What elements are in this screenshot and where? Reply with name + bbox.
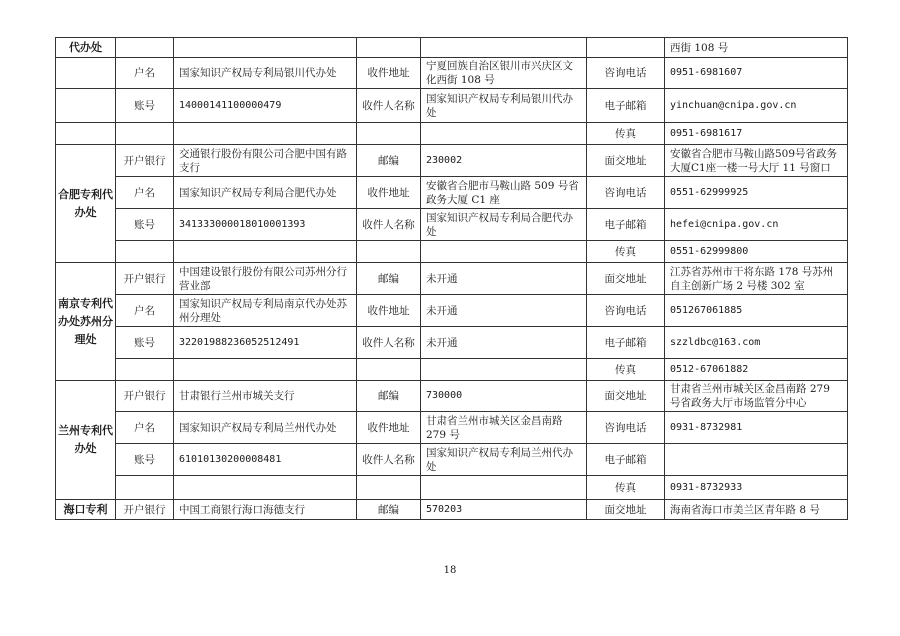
recv-name-value: 未开通 xyxy=(421,327,587,359)
table-row xyxy=(56,359,848,381)
recv-name-label: 收件人名称 xyxy=(357,89,421,123)
email-value: hefei@cnipa.gov.cn xyxy=(665,209,848,241)
submit-address-value: 海南省海口市美兰区青年路 8 号 xyxy=(665,500,848,520)
office-name-lanzhou: 兰州专利代办处 xyxy=(56,381,116,500)
office-name-yinchuan: 代办处 xyxy=(56,38,116,58)
account-name-label: 户名 xyxy=(116,177,174,209)
table-row xyxy=(56,381,848,412)
submit-address-value: 江苏省苏州市干将东路 178 号苏州自主创新广场 2 号楼 302 室 xyxy=(665,263,848,295)
bank-label: 开户银行 xyxy=(116,145,174,177)
email-label: 电子邮箱 xyxy=(587,444,665,476)
account-name-value: 国家知识产权局专利局南京代办处苏州分理处 xyxy=(174,295,357,327)
postcode-label: 邮编 xyxy=(357,263,421,295)
bank-value: 交通银行股份有限公司合肥中国有路支行 xyxy=(174,145,357,177)
phone-value: 0951-6981607 xyxy=(665,58,848,89)
table-row xyxy=(56,263,848,295)
table-row xyxy=(56,327,848,359)
account-label: 账号 xyxy=(116,209,174,241)
postcode-label: 邮编 xyxy=(357,381,421,412)
account-name-label: 户名 xyxy=(116,412,174,444)
submit-address-label: 面交地址 xyxy=(587,381,665,412)
postcode-value: 230002 xyxy=(421,145,587,177)
fax-label: 传真 xyxy=(587,241,665,263)
recv-address-value: 宁夏回族自治区银川市兴庆区文化西街 108 号 xyxy=(421,58,587,89)
recv-name-label: 收件人名称 xyxy=(357,209,421,241)
table-row xyxy=(56,412,848,444)
table-row xyxy=(56,209,848,241)
account-name-label: 户名 xyxy=(116,58,174,89)
bank-label: 开户银行 xyxy=(116,381,174,412)
account-name-value: 国家知识产权局专利局兰州代办处 xyxy=(174,412,357,444)
recv-address-value: 安徽省合肥市马鞍山路 509 号省政务大厦 C1 座 xyxy=(421,177,587,209)
account-value: 341333000018010001393 xyxy=(174,209,357,241)
bank-label: 开户银行 xyxy=(116,263,174,295)
recv-name-label: 收件人名称 xyxy=(357,444,421,476)
table-row xyxy=(56,444,848,476)
bank-value: 甘肃银行兰州市城关支行 xyxy=(174,381,357,412)
account-label: 账号 xyxy=(116,89,174,123)
postcode-label: 邮编 xyxy=(357,145,421,177)
fax-value: 0512-67061882 xyxy=(665,359,848,381)
recv-address-label: 收件地址 xyxy=(357,295,421,327)
phone-label: 咨询电话 xyxy=(587,412,665,444)
phone-label: 咨询电话 xyxy=(587,177,665,209)
submit-address-label: 面交地址 xyxy=(587,500,665,520)
account-name-label: 户名 xyxy=(116,295,174,327)
phone-value: 051267061885 xyxy=(665,295,848,327)
table-row xyxy=(56,38,848,58)
postcode-label: 邮编 xyxy=(357,500,421,520)
submit-address-value: 西街 108 号 xyxy=(665,38,848,58)
email-label: 电子邮箱 xyxy=(587,209,665,241)
submit-address-label: 面交地址 xyxy=(587,263,665,295)
table-row xyxy=(56,145,848,177)
recv-address-value: 未开通 xyxy=(421,295,587,327)
email-value xyxy=(665,444,848,476)
office-name-hefei: 合肥专利代办处 xyxy=(56,145,116,263)
postcode-value: 730000 xyxy=(421,381,587,412)
recv-address-label: 收件地址 xyxy=(357,177,421,209)
recv-name-value: 国家知识产权局专利局银川代办处 xyxy=(421,89,587,123)
table-row xyxy=(56,295,848,327)
account-name-value: 国家知识产权局专利局合肥代办处 xyxy=(174,177,357,209)
bank-label: 开户银行 xyxy=(116,500,174,520)
fax-value: 0551-62999800 xyxy=(665,241,848,263)
phone-value: 0551-62999925 xyxy=(665,177,848,209)
table-row xyxy=(56,177,848,209)
account-value: 32201988236052512491 xyxy=(174,327,357,359)
page-number: 18 xyxy=(443,565,457,576)
phone-label: 咨询电话 xyxy=(587,295,665,327)
recv-name-value: 国家知识产权局专利局兰州代办处 xyxy=(421,444,587,476)
submit-address-label: 面交地址 xyxy=(587,145,665,177)
phone-value: 0931-8732981 xyxy=(665,412,848,444)
fax-value: 0951-6981617 xyxy=(665,123,848,145)
fax-label: 传真 xyxy=(587,476,665,500)
recv-name-value: 国家知识产权局专利局合肥代办处 xyxy=(421,209,587,241)
submit-address-value: 甘肃省兰州市城关区金昌南路 279 号省政务大厅市场监管分中心 xyxy=(665,381,848,412)
table-row xyxy=(56,241,848,263)
fax-label: 传真 xyxy=(587,359,665,381)
email-label: 电子邮箱 xyxy=(587,89,665,123)
office-directory-table xyxy=(55,37,848,520)
table-row xyxy=(56,500,848,520)
account-label: 账号 xyxy=(116,444,174,476)
postcode-value: 570203 xyxy=(421,500,587,520)
bank-value: 中国工商银行海口海德支行 xyxy=(174,500,357,520)
recv-name-label: 收件人名称 xyxy=(357,327,421,359)
office-name-suzhou: 南京专利代办处苏州分理处 xyxy=(56,263,116,381)
table-row xyxy=(56,58,848,89)
recv-address-label: 收件地址 xyxy=(357,412,421,444)
account-value: 61010130200008481 xyxy=(174,444,357,476)
account-name-value: 国家知识产权局专利局银川代办处 xyxy=(174,58,357,89)
phone-label: 咨询电话 xyxy=(587,58,665,89)
email-label: 电子邮箱 xyxy=(587,327,665,359)
postcode-value: 未开通 xyxy=(421,263,587,295)
email-value: szzldbc@163.com xyxy=(665,327,848,359)
submit-address-value: 安徽省合肥市马鞍山路509号省政务大厦C1座一楼一号大厅 11 号窗口 xyxy=(665,145,848,177)
fax-value: 0931-8732933 xyxy=(665,476,848,500)
bank-value: 中国建设银行股份有限公司苏州分行营业部 xyxy=(174,263,357,295)
account-label: 账号 xyxy=(116,327,174,359)
account-value: 14000141100000479 xyxy=(174,89,357,123)
email-value: yinchuan@cnipa.gov.cn xyxy=(665,89,848,123)
table-row xyxy=(56,123,848,145)
office-name-haikou: 海口专利 xyxy=(56,500,116,520)
fax-label: 传真 xyxy=(587,123,665,145)
recv-address-value: 甘肃省兰州市城关区金昌南路 279 号 xyxy=(421,412,587,444)
table-row xyxy=(56,476,848,500)
table-row xyxy=(56,89,848,123)
recv-address-label: 收件地址 xyxy=(357,58,421,89)
